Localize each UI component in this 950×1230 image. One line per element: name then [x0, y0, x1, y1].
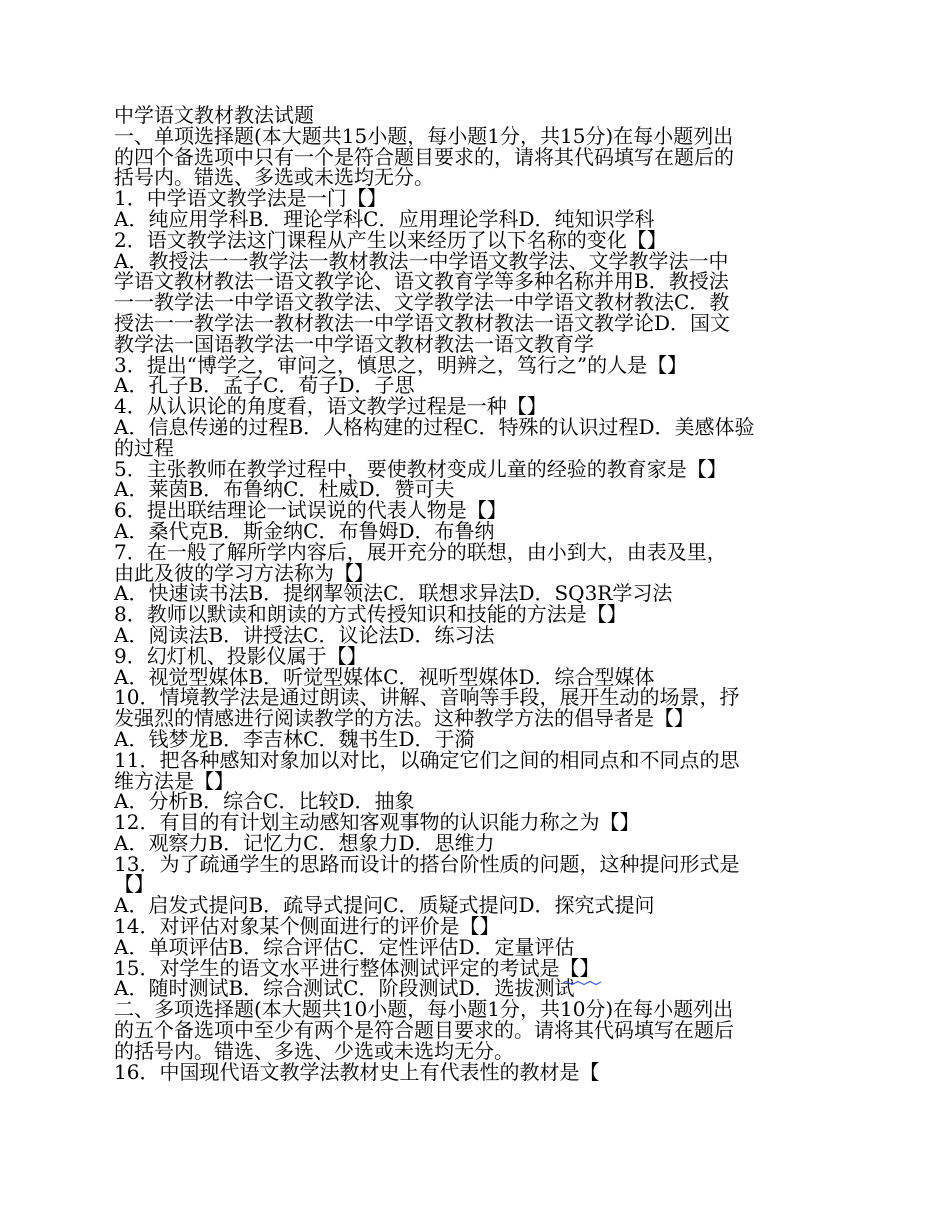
answer-options-line: 授法一一教学法一教材教法一中学语文教材教法一语文教学论D．国文	[114, 310, 731, 335]
section-instruction-line: 的四个备选项中只有一个是符合题目要求的，请将其代码填写在题后的	[114, 144, 734, 169]
section-instruction-line: 括号内。错选、多选或未选均无分。	[114, 165, 434, 190]
question-line: 9．幻灯机、投影仪属于【】	[114, 643, 367, 668]
answer-options-line: A．阅读法B．讲授法C．议论法D．练习法	[114, 622, 495, 647]
section-instruction-line: 的括号内。错选、多选、少选或未选均无分。	[114, 1038, 514, 1063]
question-line: 2．语文教学法这门课程从产生以来经历了以下名称的变化【】	[114, 227, 667, 252]
question-line: 11．把各种感知对象加以对比，以确定它们之间的相同点和不同点的思	[114, 747, 740, 772]
answer-options-line: A．桑代克B．斯金纳C．布鲁姆D．布鲁纳	[114, 518, 495, 543]
question-line: 7．在一般了解所学内容后，展开充分的联想，由小到大，由表及里，	[114, 539, 727, 564]
question-line: 【】	[114, 872, 154, 897]
answer-options-line: A．启发式提问B．疏导式提问C．质疑式提问D．探究式提问	[114, 893, 655, 918]
question-line: 15．对学生的语文水平进行整体测试评定的考试是【】	[114, 955, 600, 980]
question-line: 1．中学语文教学法是一门【】	[114, 186, 387, 211]
question-line: 维方法是【】	[114, 768, 234, 793]
question-line: 10．情境教学法是通过朗读、讲解、音响等手段，展开生动的场景，抒	[114, 685, 740, 710]
answer-options-line: A．信息传递的过程B．人格构建的过程C．特殊的认识过程D．美感体验	[114, 414, 755, 439]
question-line: 5．主张教师在教学过程中，要使教材变成儿童的经验的教育家是【】	[114, 456, 727, 481]
question-line: 8．教师以默读和朗读的方式传授知识和技能的方法是【】	[114, 602, 627, 627]
answer-options-line: 教学法一国语教学法一中学语文教材教法一语文教育学	[114, 331, 594, 356]
answer-options-line: A．孔子B．孟子C．荀子D．子思	[114, 373, 415, 398]
answer-options-line: A．观察力B．记忆力C．想象力D．思维力	[114, 830, 495, 855]
question-line: 13．为了疏通学生的思路而设计的搭台阶性质的问题，这种提问形式是	[114, 851, 740, 876]
answer-options-line: A．随时测试B．综合测试C．阶段测试D．选拔测试	[114, 976, 575, 1001]
spellcheck-underline	[563, 981, 601, 985]
question-line: 14．对评估对象某个侧面进行的评价是【】	[114, 914, 500, 939]
question-line: 6．提出联结理论一试误说的代表人物是【】	[114, 498, 507, 523]
answer-options-line: A．快速读书法B．提纲挈领法C．联想求异法D．SQ3R学习法	[114, 581, 673, 606]
answer-options-line: 一一教学法一中学语文教学法、文学教学法一中学语文教材教法C．教	[114, 290, 730, 315]
section-heading-line: 二、多项选择题(本大题共10小题，每小题1分，共10分)在每小题列出	[114, 997, 734, 1022]
document-title: 中学语文教材教法试题	[114, 103, 314, 127]
answer-options-line: A．单项评估B．综合评估C．定性评估D．定量评估	[114, 934, 575, 959]
question-line: 发强烈的情感进行阅读教学的方法。这种教学方法的倡导者是【】	[114, 706, 694, 731]
answer-options-line: 学语文教材教法一语文教学论、语文教育学等多种名称并用B．教授法	[114, 269, 729, 294]
answer-options-line: A．莱茵B．布鲁纳C．杜威D．赞可夫	[114, 477, 455, 502]
question-line: 12．有目的有计划主动感知客观事物的认识能力称之为【】	[114, 810, 640, 835]
question-line: 由此及彼的学习方法称为【】	[114, 560, 374, 585]
answer-options-line: A．教授法一一教学法一教材教法一中学语文教学法、文学教学法一中	[114, 248, 729, 273]
answer-options-line: A．钱梦龙B．李吉林C．魏书生D．于漪	[114, 726, 475, 751]
document-body	[114, 105, 836, 1082]
question-line: 16．中国现代语文教学法教材史上有代表性的教材是【	[114, 1059, 600, 1084]
section-heading-line: 一、单项选择题(本大题共15小题，每小题1分，共15分)在每小题列出	[114, 123, 734, 148]
question-line: 3．提出“博学之，审问之，慎思之，明辨之，笃行之”的人是【】	[114, 352, 688, 377]
answer-options-line: A．视觉型媒体B．听觉型媒体C．视听型媒体D．综合型媒体	[114, 664, 655, 689]
answer-options-line: A．分析B．综合C．比较D．抽象	[114, 789, 415, 814]
answer-options-line: A．纯应用学科B．理论学科C．应用理论学科D．纯知识学科	[114, 206, 655, 231]
question-line: 4．从认识论的角度看，语文教学过程是一种【】	[114, 394, 547, 419]
answer-options-line: 的过程	[114, 435, 174, 460]
section-instruction-line: 的五个备选项中至少有两个是符合题目要求的。请将其代码填写在题后	[114, 1018, 734, 1043]
